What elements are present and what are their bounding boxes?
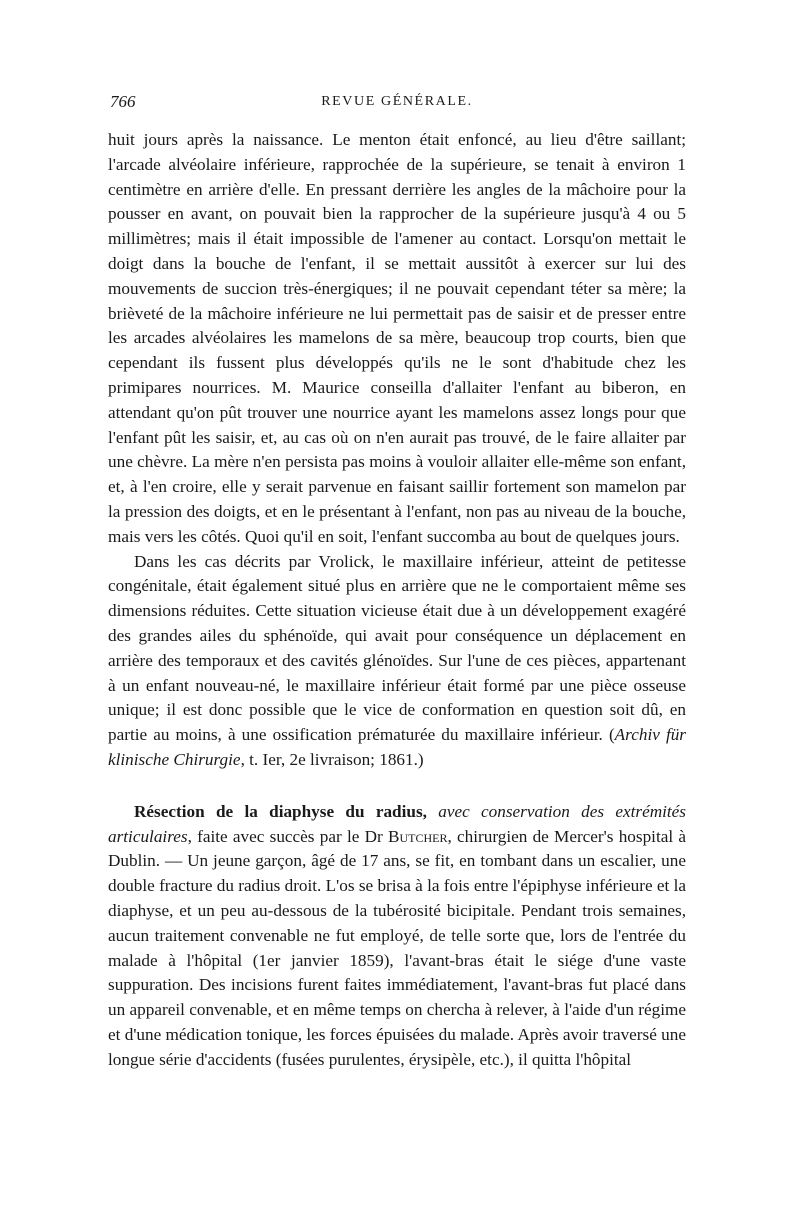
paragraph-2-main: Dans les cas décrits par Vrolick, le maxillaire inférieur, atteint de petitesse congénitale, était également situé plus en arrière que ne le comportaient même ses dimensions réduites. Cette situation vicieuse était due à un développement exagéré des grandes ailes du sphénoïde, qui avait pour conséquence un déplacement en arrière des temporaux et des cavités glénoïdes. Sur l'une de ces pièces, appartenant à un enfant nouveau-né, le maxillaire inférieur était formé par une pièce osseuse unique; il est donc possible que le vice de conformation en question soit dû, en partie au moins, à une ossification prématurée du maxillaire inférieur. ( (108, 551, 686, 745)
paragraph-2 (108, 550, 686, 773)
page-number: 766 (110, 92, 136, 111)
paragraph-2-end: , t. Ier, 2e livraison; 1861.) (240, 749, 424, 769)
section-subtitle: avec conservation des extrémités articulaires (108, 801, 686, 846)
section-title: Résection de la diaphyse du radius, (134, 801, 427, 821)
paragraph-3-b: , chirurgien de Mercer's hospital à Dublin. — Un jeune garçon, âgé de 17 ans, se fit, en tombant dans un escalier, une double fracture du radius droit. L'os se brisa à la fois entre l'épiphyse inférieure et la diaphyse, et un peu au-dessous de la tubérosité bicipitale. Pendant trois semaines, aucun traitement convenable ne fut employé, de telle sorte que, lors de l'entrée du malade à l'hôpital (1er janvier 1859), l'avant-bras était le siége d'une vaste suppuration. Des incisions furent faites immédiatement, l'avant-bras fut placé dans un appareil convenable, et en même temps on chercha à relever, à l'aide d'un régime et d'une médication tonique, les forces épuisées du malade. Après avoir traversé une longue série d'accidents (fusées purulentes, érysipèle, etc.), il quitta l'hôpital (108, 826, 686, 1069)
page (108, 92, 686, 1182)
journal-title: Archiv für klinische Chirurgie (108, 725, 686, 769)
body-text (108, 128, 686, 1072)
author-name: Butcher (387, 826, 448, 846)
paragraph-3-a: , faite avec succès par le Dr (187, 826, 388, 846)
paragraph-1: huit jours après la naissance. Le menton était enfoncé, au lieu d'être saillant; l'arcade alvéolaire inférieure, rapprochée de la supérieure, se tenait à environ 1 centimètre en arrière d'elle. En pressant derrière les angles de la mâchoire pour la pousser en avant, on pouvait bien la rapprocher de la supérieure jusqu'à 4 ou 5 millimètres; mais il était impossible de l'amener au contact. Lorsqu'on mettait le doigt dans la bouche de l'enfant, il se mettait aussitôt à exercer sur lui des mouvements de succion très-énergiques; il ne pouvait cependant téter sa mère; la brièveté de la mâchoire inférieure ne lui permettait pas de saisir et de presser entre les arcades alvéolaires les mamelons de sa mère, beaucoup trop courts, bien que cependant ils fussent plus développés qu'ils ne le sont d'habitude chez les primipares nourrices. M. Maurice conseilla d'allaiter l'enfant au biberon, en attendant qu'on pût trouver une nourrice ayant les mamelons assez longs pour que l'enfant pût les saisir, et, au cas où on n'en aurait pas trouvé, de le faire allaiter par une chèvre. La mère n'en persista pas moins à vouloir allaiter elle-même son enfant, et, à l'en croire, elle y serait parvenue en faisant saillir fortement son mamelon par la pression des doigts, et en le présentant à l'enfant, non pas au niveau de la bouche, mais vers les côtés. Quoi qu'il en soit, l'enfant succomba au bout de quelques jours. (108, 130, 686, 546)
paragraph-3 (108, 800, 686, 1073)
page-header (108, 92, 686, 116)
running-head: REVUE GÉNÉRALE. (321, 94, 473, 109)
